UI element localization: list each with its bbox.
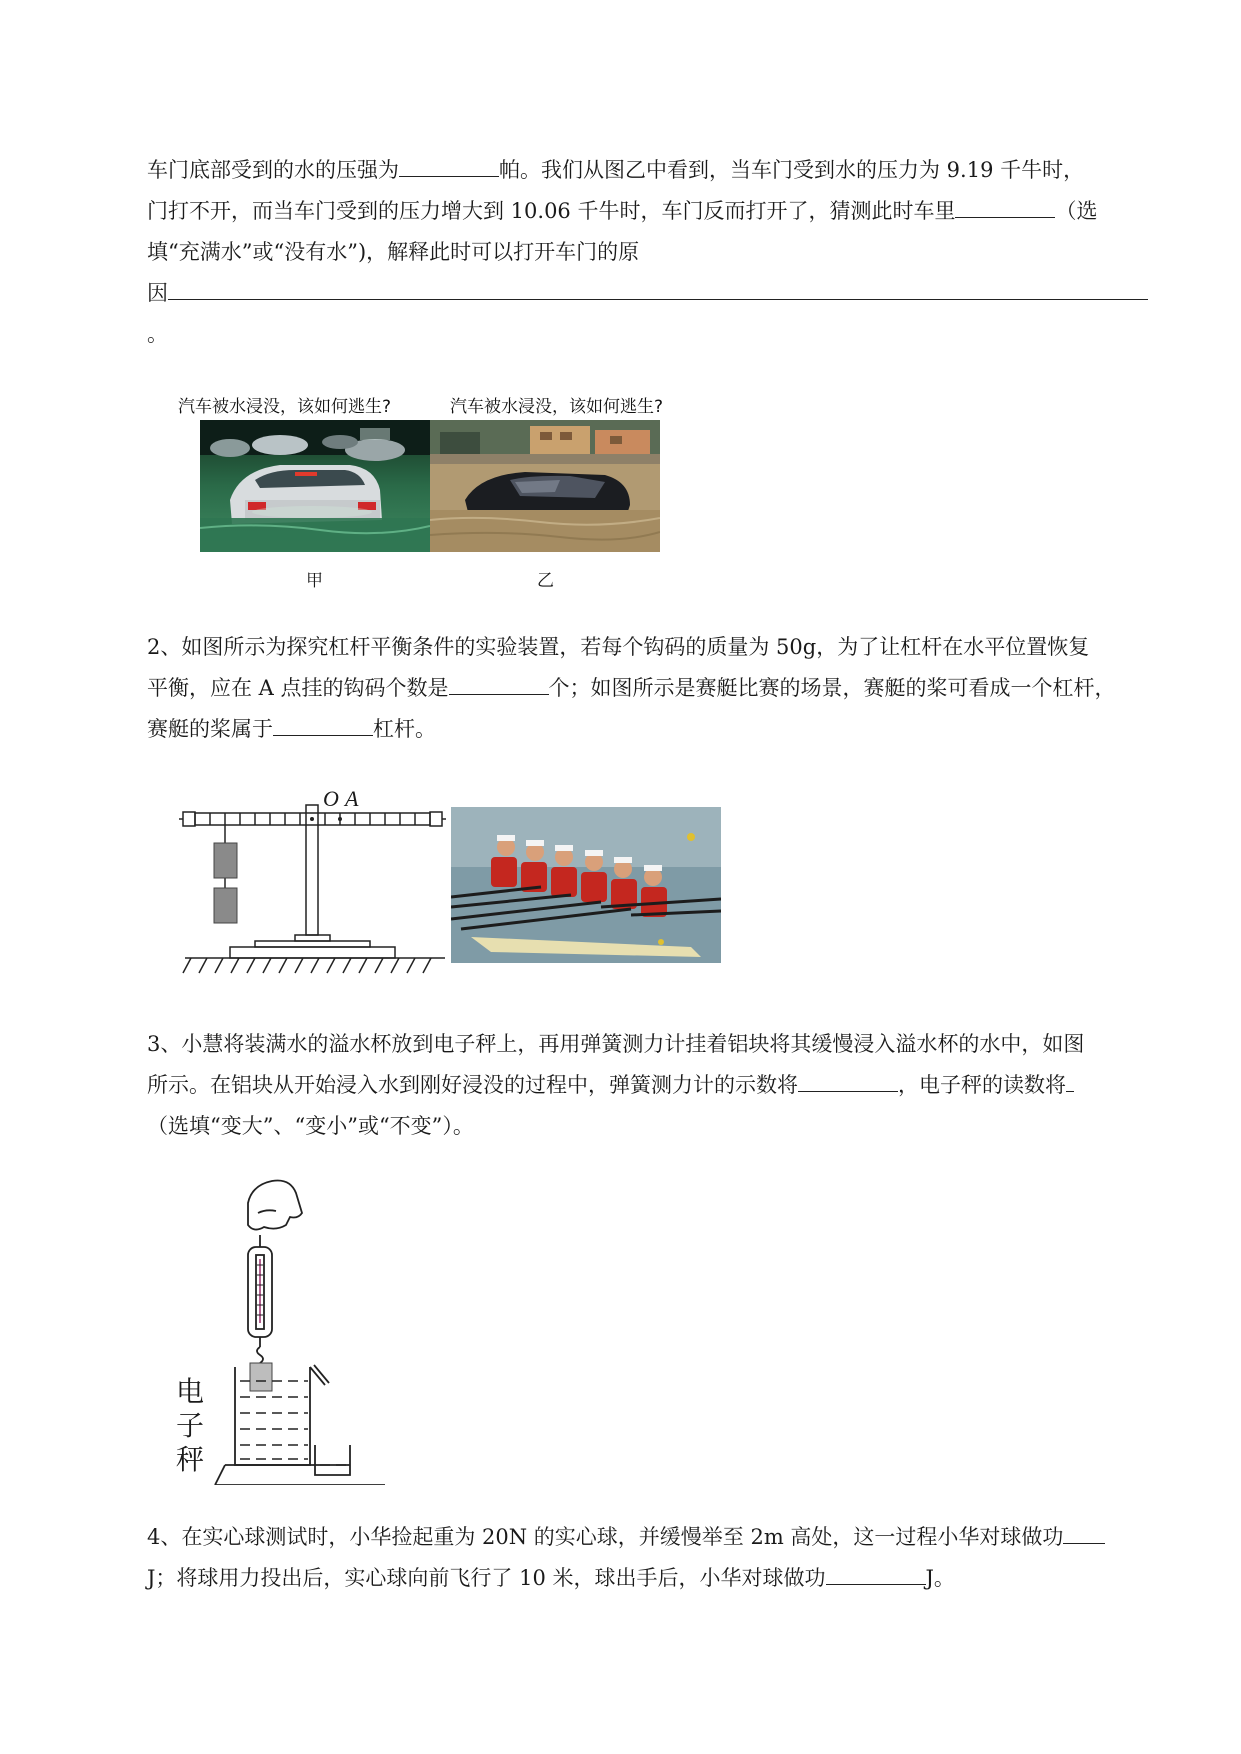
photo-caption-left: 汽车被水浸没，该如何逃生? (178, 397, 392, 417)
lever-point-a: A (345, 786, 359, 811)
answer-blank[interactable] (449, 670, 549, 695)
q4-line2-b: J。 (925, 1566, 955, 1590)
q1-line1-b: 帕。我们从图乙中看到，当车门受到水的压力为 9.19 千牛时， (499, 158, 1085, 182)
photo-label-jia: 甲 (306, 571, 323, 591)
q4-line2-a: J；将球用力投出后，实心球向前飞行了 10 米，球出手后，小华对球做功 (147, 1566, 826, 1590)
answer-blank[interactable] (798, 1067, 898, 1092)
q3-line2-a: 所示。在铝块从开始浸入水到刚好浸没的过程中，弹簧测力计的示数将 (147, 1073, 798, 1097)
photo-caption-right: 汽车被水浸没，该如何逃生? (450, 397, 664, 417)
q1-line2-a: 门打不开，而当车门受到的压力增大到 10.06 千牛时，车门反而打开了，猜测此时车里 (147, 199, 956, 223)
q4-text (147, 1517, 1147, 1599)
answer-blank[interactable] (273, 711, 373, 736)
q1-text (147, 150, 1147, 355)
flooded-car-photo-right (430, 420, 660, 552)
q3-text (147, 1024, 1147, 1147)
q1-line5: 。 (147, 322, 168, 346)
q4-line1-a: 4、在实心球测试时，小华捡起重为 20N 的实心球，并缓慢举至 2m 高处，这一过程小华对球做功 (147, 1525, 1064, 1549)
q2-line2-a: 平衡，应在 A 点挂的钩码个数是 (147, 676, 449, 700)
q3-line2-b: ，电子秤的读数将 (898, 1073, 1066, 1097)
q1-line2-b: （选 (1055, 199, 1098, 223)
q2-line2-b: 个；如图所示是赛艇比赛的场景，赛艇的桨可看成一个杠杆， (548, 676, 1116, 700)
rowing-photo (451, 807, 721, 963)
q2-line3-a: 赛艇的桨属于 (147, 717, 273, 741)
q2-line3-b: 杠杆。 (373, 717, 436, 741)
scale-label-char3: 秤 (176, 1443, 205, 1476)
answer-blank[interactable] (1066, 1067, 1074, 1092)
q1-line3: 填“充满水”或“没有水”)，解释此时可以打开车门的原 (147, 240, 640, 264)
spring-scale-diagram (210, 1175, 390, 1485)
flooded-car-photo-left (200, 420, 430, 552)
q3-line1: 3、小慧将装满水的溢水杯放到电子秤上，再用弹簧测力计挂着铝块将其缓慢浸入溢水杯的水中，如图 (147, 1032, 1085, 1056)
lever-point-o: O (323, 786, 339, 811)
q1-line1-a: 车门底部受到的水的压强为 (147, 158, 399, 182)
answer-blank[interactable] (1063, 1519, 1105, 1544)
photo-label-yi: 乙 (537, 571, 554, 591)
answer-blank[interactable] (399, 152, 499, 177)
answer-blank[interactable] (826, 1560, 926, 1585)
q3-line3: （选填“变大”、“变小”或“不变”）。 (147, 1114, 474, 1138)
scale-label-char2: 子 (176, 1409, 205, 1442)
answer-blank[interactable] (955, 193, 1055, 218)
q1-line4: 因 (147, 281, 168, 305)
q2-text (147, 627, 1147, 750)
q2-line1: 2、如图所示为探究杠杆平衡条件的实验装置，若每个钩码的质量为 50g，为了让杠杆在水平位置恢复 (147, 635, 1090, 659)
answer-blank-long[interactable] (168, 275, 1148, 300)
lever-diagram (175, 783, 455, 983)
scale-label-char1: 电 (176, 1375, 205, 1408)
